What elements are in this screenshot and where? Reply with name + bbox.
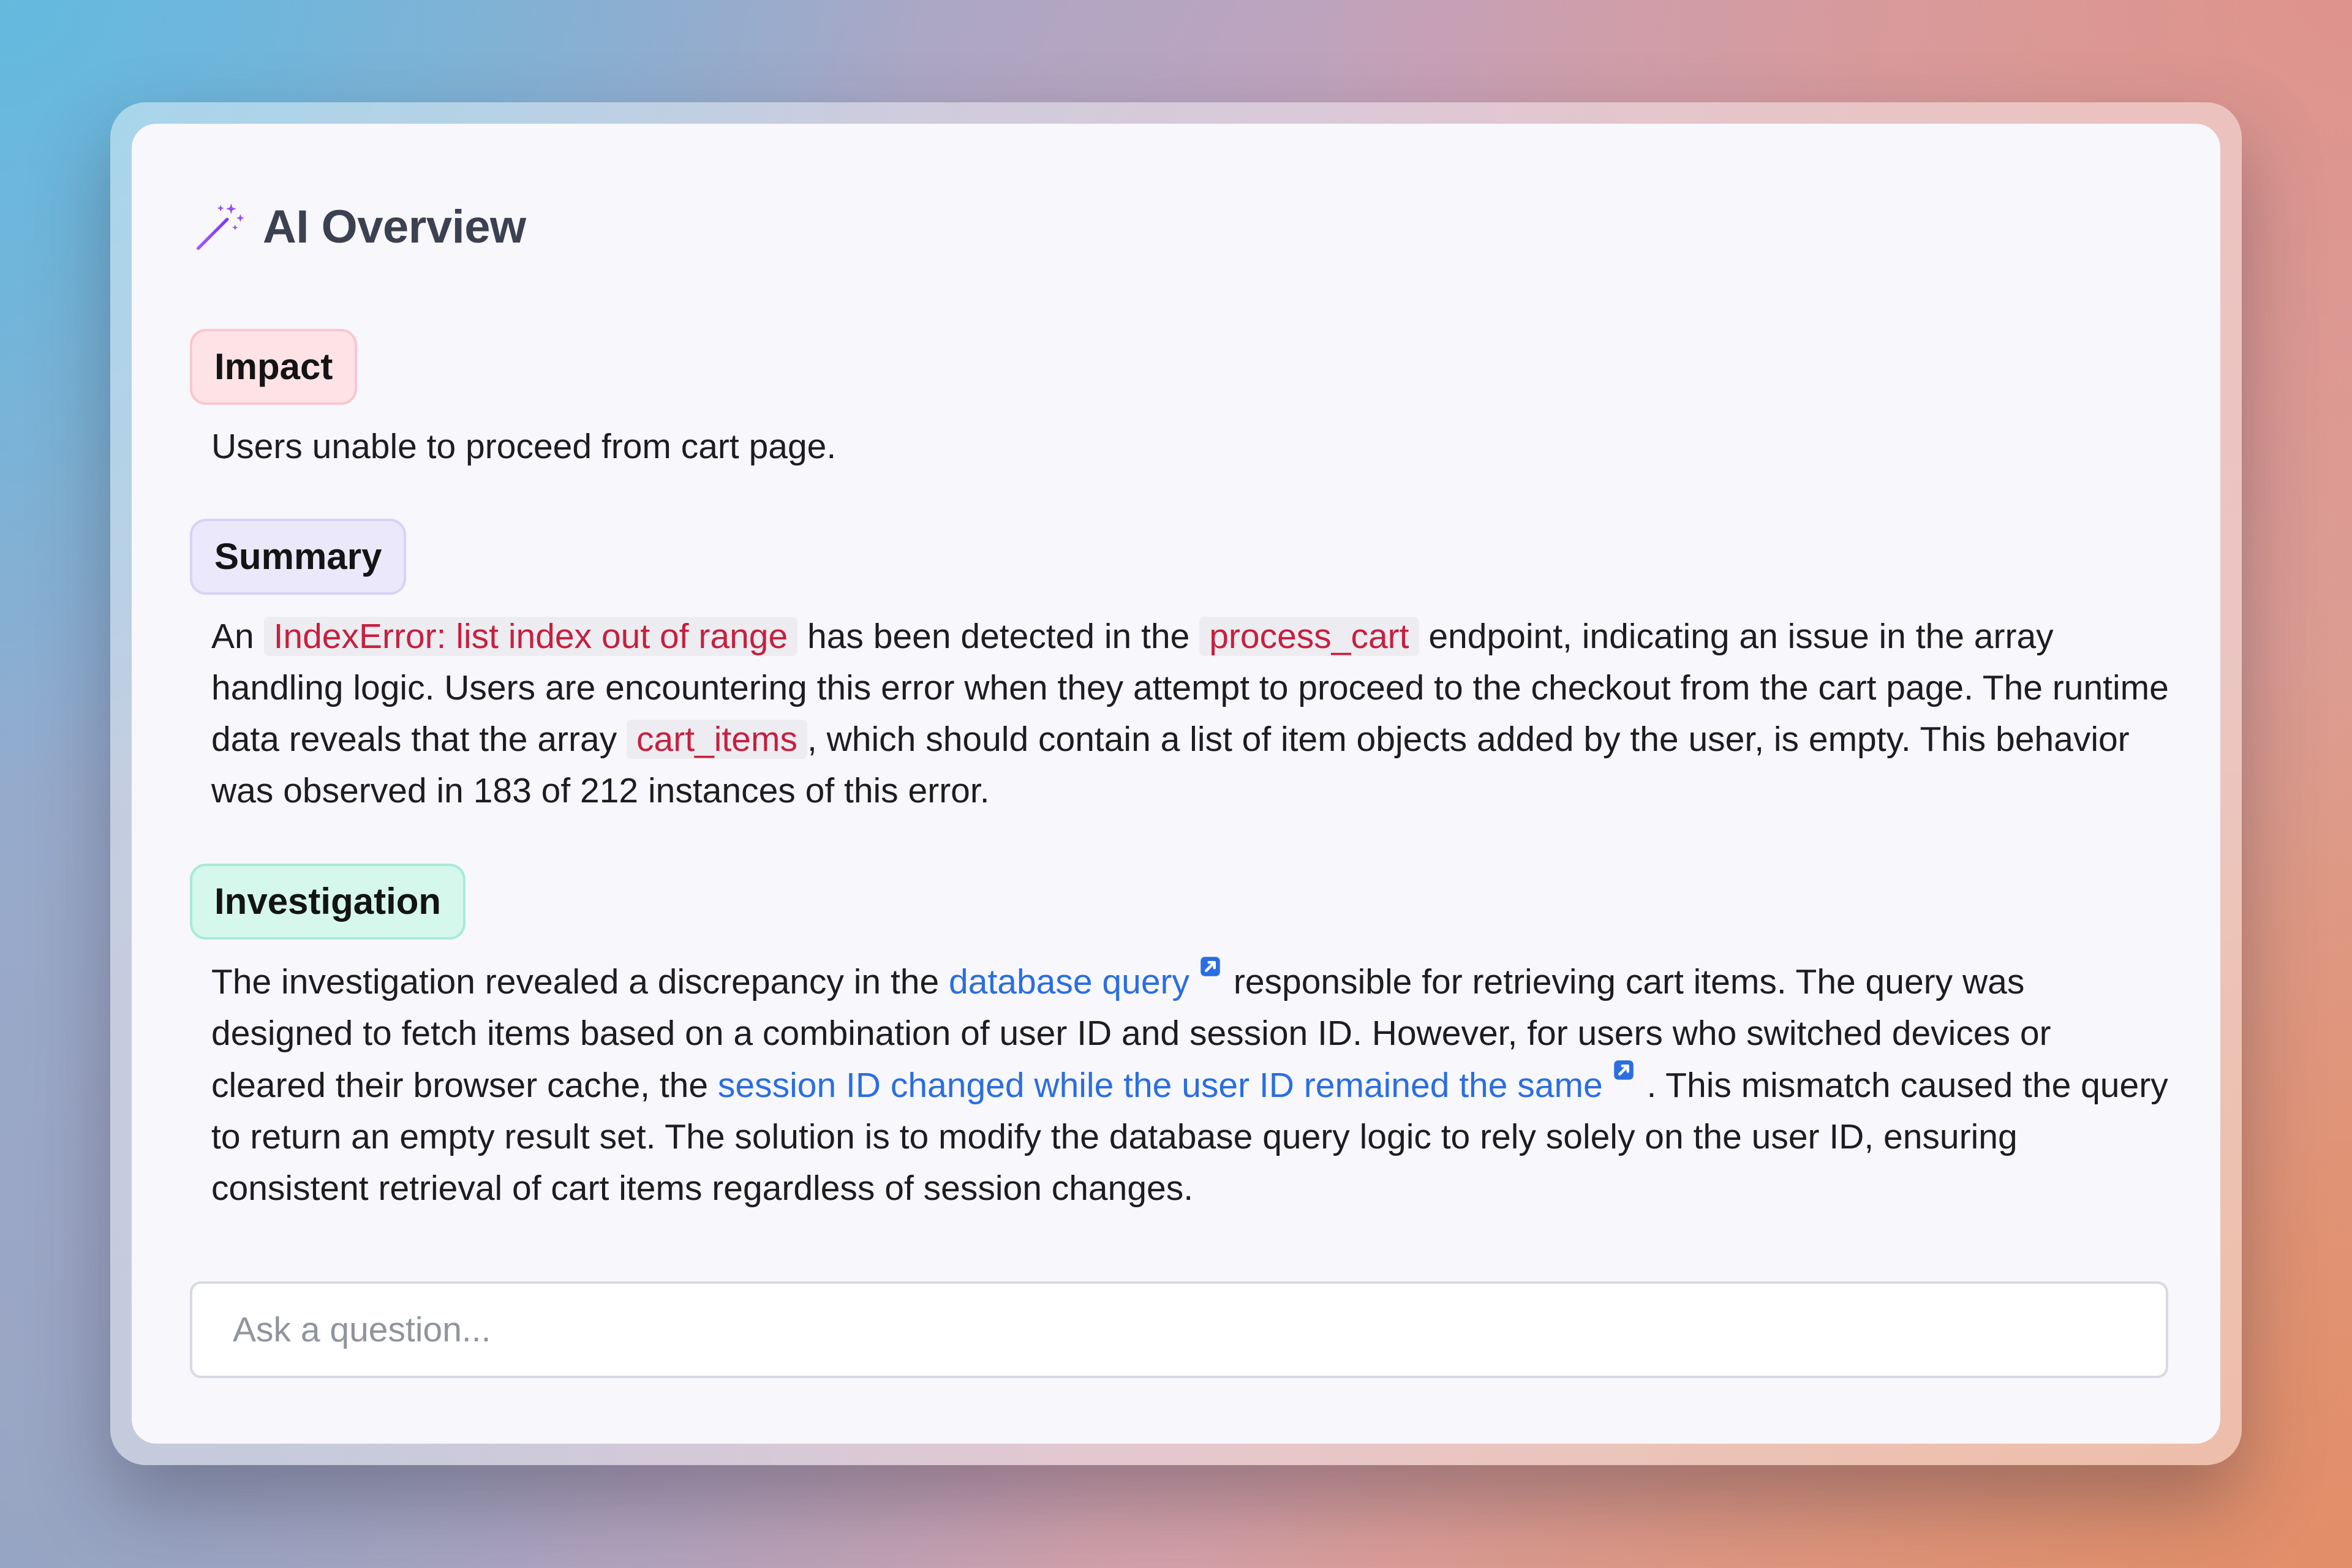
- overview-header: [193, 200, 526, 254]
- investigation-text: [211, 956, 2171, 1214]
- database-query-link-label[interactable]: database query: [949, 962, 1190, 1001]
- variable-code-snippet: cart_items: [627, 720, 807, 759]
- investigation-badge: Investigation: [190, 864, 466, 940]
- summary-text-part: , which should contain a list of item objects added by the user, is empty. This behavior was observed in 183 of 212 instances of this error.: [211, 720, 2130, 810]
- investigation-text-part: The investigation revealed a discrepancy in the: [211, 962, 949, 1001]
- impact-section: [190, 329, 2162, 472]
- database-query-link[interactable]: [949, 962, 1224, 1001]
- summary-badge: Summary: [190, 519, 406, 595]
- impact-text: Users unable to proceed from cart page.: [211, 427, 837, 466]
- external-link-icon[interactable]: [1613, 1059, 1635, 1081]
- magic-wand-sparkles-icon: [193, 201, 246, 254]
- ask-question-input[interactable]: [190, 1281, 2168, 1378]
- ai-overview-card: [132, 124, 2220, 1444]
- summary-text: [211, 611, 2171, 816]
- investigation-text-part: . This mismatch caused the query to return an empty result set. The solution is to modify the database query logic to rely solely on the user ID, ensuring consistent retrieval of cart items regardless of session changes.: [211, 1066, 2168, 1208]
- error-code-snippet: IndexError: list index out of range: [264, 617, 798, 656]
- page-title: AI Overview: [263, 201, 526, 253]
- investigation-text-part: responsible for retrieving cart items. The query was designed to fetch items based on a combination of user ID and session ID. However, for users who switched devices or cleared their browser cache, the: [211, 962, 2051, 1105]
- session-id-link-label[interactable]: session ID changed while the user ID remained the same: [717, 1066, 1603, 1105]
- investigation-section: [190, 864, 2168, 1214]
- summary-text-part: has been detected in the: [797, 617, 1200, 656]
- endpoint-code-snippet: process_cart: [1199, 617, 1419, 656]
- external-link-icon[interactable]: [1199, 956, 1221, 978]
- summary-text-part: endpoint, indicating an issue in the array handling logic. Users are encountering this error when they attempt to proceed to the checkout from the cart page. The runtime data reveals that the array: [211, 617, 2169, 759]
- summary-section: [190, 519, 2169, 816]
- session-id-link[interactable]: [718, 1066, 1637, 1105]
- summary-text-part: An: [211, 617, 264, 656]
- impact-badge: Impact: [190, 329, 357, 405]
